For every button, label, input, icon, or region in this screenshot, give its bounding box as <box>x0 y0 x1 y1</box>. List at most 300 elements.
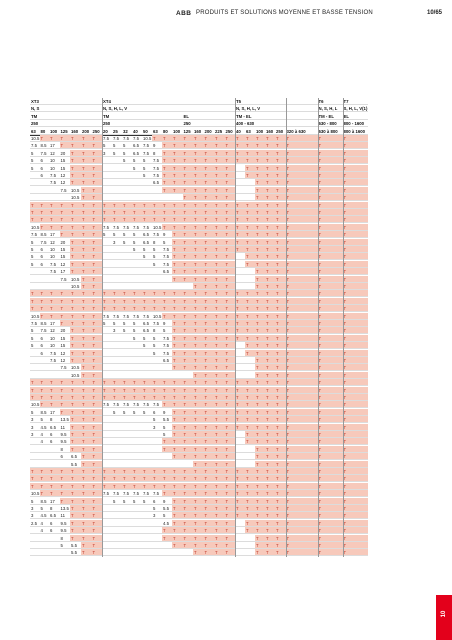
table-cell: T <box>132 290 142 297</box>
table-cell <box>235 283 245 290</box>
table-cell: T <box>225 535 236 542</box>
table-cell: T <box>92 379 103 386</box>
table-cell: T <box>214 461 225 468</box>
table-cell: T <box>286 542 318 549</box>
table-cell: T <box>193 424 204 431</box>
table-cell: T <box>286 461 318 468</box>
table-cell: T <box>183 253 194 260</box>
table-cell: T <box>235 224 245 231</box>
table-cell: T <box>81 216 92 223</box>
table-cell: T <box>245 431 255 438</box>
table-cell: T <box>286 416 318 423</box>
table-cell <box>132 549 142 556</box>
table-cell: T <box>343 542 368 549</box>
table-cell: T <box>40 468 50 475</box>
table-cell: T <box>286 290 318 297</box>
column-header: 40 <box>132 128 142 135</box>
table-cell: T <box>49 209 60 216</box>
table-cell <box>132 520 142 527</box>
table-cell: T <box>286 527 318 534</box>
table-cell: T <box>70 483 81 490</box>
table-cell: T <box>245 216 255 223</box>
table-cell: T <box>255 187 265 194</box>
table-cell: T <box>275 394 286 401</box>
table-cell: T <box>193 165 204 172</box>
table-cell <box>142 446 152 453</box>
table-cell: T <box>183 194 194 201</box>
table-cell: T <box>172 342 183 349</box>
table-cell: T <box>275 261 286 268</box>
table-cell: T <box>343 298 368 305</box>
table-cell: T <box>265 350 275 357</box>
column-separator <box>318 98 319 557</box>
table-cell: T <box>172 172 183 179</box>
table-cell: T <box>265 535 275 542</box>
table-cell: T <box>255 542 265 549</box>
table-cell: 6.5 <box>162 268 172 275</box>
table-cell: T <box>265 142 275 149</box>
table-cell: T <box>162 313 172 320</box>
table-cell <box>122 179 132 186</box>
table-cell: T <box>183 512 194 519</box>
table-cell: T <box>255 239 265 246</box>
table-cell: T <box>193 202 204 209</box>
table-cell: T <box>60 475 71 482</box>
table-cell: T <box>92 512 103 519</box>
table-cell: T <box>286 424 318 431</box>
table-cell: T <box>286 401 318 408</box>
table-cell: 10.5 <box>71 284 80 289</box>
table-cell <box>40 453 50 460</box>
table-cell: T <box>318 246 343 253</box>
table-cell: 6.5 <box>70 453 81 460</box>
table-cell <box>245 542 255 549</box>
table-cell <box>235 165 245 172</box>
table-cell: T <box>255 438 265 445</box>
table-cell: 10 <box>49 246 60 253</box>
table-cell <box>112 335 122 342</box>
table-cell <box>152 364 162 371</box>
table-cell: T <box>193 320 204 327</box>
table-cell: T <box>193 542 204 549</box>
table-cell: T <box>60 209 71 216</box>
table-cell: 3 <box>112 327 122 334</box>
table-cell: 3 <box>30 416 40 423</box>
table-cell: T <box>81 475 92 482</box>
column-header: 100 <box>172 128 183 135</box>
table-cell: 7.5 <box>152 231 162 238</box>
table-cell: 9 <box>162 231 172 238</box>
table-cell: T <box>343 261 368 268</box>
table-cell: 6.5 <box>142 239 152 246</box>
table-cell <box>245 535 255 542</box>
table-cell: 7.5 <box>162 246 172 253</box>
table-cell: T <box>132 483 142 490</box>
table-cell <box>183 372 194 379</box>
table-cell: 3 <box>30 431 40 438</box>
table-cell: T <box>102 483 112 490</box>
table-cell: T <box>225 505 236 512</box>
table-cell <box>30 357 40 364</box>
table-cell <box>152 357 162 364</box>
table-cell: 5 <box>132 239 142 246</box>
table-cell: T <box>172 187 183 194</box>
table-cell: T <box>193 172 204 179</box>
table-cell: T <box>112 483 122 490</box>
table-cell: T <box>214 549 225 556</box>
table-cell: T <box>162 446 172 453</box>
table-cell: 15 <box>60 246 71 253</box>
table-cell: T <box>214 268 225 275</box>
table-cell: T <box>162 490 172 497</box>
table-cell <box>30 172 40 179</box>
table-cell: T <box>172 150 183 157</box>
table-cell <box>142 357 152 364</box>
table-cell: T <box>265 468 275 475</box>
table-cell <box>162 549 172 556</box>
table-cell: T <box>245 246 255 253</box>
table-cell: T <box>275 520 286 527</box>
table-cell: T <box>235 209 245 216</box>
table-cell: T <box>162 202 172 209</box>
table-cell <box>142 512 152 519</box>
table-cell: T <box>81 364 92 371</box>
table-cell: T <box>265 475 275 482</box>
table-cell: T <box>112 387 122 394</box>
table-cell: T <box>255 453 265 460</box>
table-cell: T <box>183 498 194 505</box>
table-cell <box>132 431 142 438</box>
table-cell: T <box>245 401 255 408</box>
table-cell: T <box>286 446 318 453</box>
column-header: 320 à 630 <box>286 128 318 135</box>
table-cell: T <box>318 350 343 357</box>
table-cell: T <box>183 165 194 172</box>
group-frame-el: 250 <box>183 120 204 127</box>
table-cell: 7.5 <box>122 490 132 497</box>
table-cell: T <box>92 520 103 527</box>
table-cell: T <box>92 209 103 216</box>
table-cell <box>102 187 112 194</box>
table-cell: T <box>255 379 265 386</box>
table-cell: T <box>255 150 265 157</box>
table-cell: T <box>172 298 183 305</box>
table-cell <box>235 253 245 260</box>
table-cell: T <box>122 483 132 490</box>
table-cell: T <box>49 313 60 320</box>
table-cell: T <box>30 468 40 475</box>
table-cell <box>172 461 183 468</box>
table-cell: T <box>193 431 204 438</box>
table-cell: T <box>225 268 236 275</box>
table-cell: 5 <box>122 150 132 157</box>
table-cell <box>132 283 142 290</box>
table-cell: T <box>81 468 92 475</box>
table-cell: T <box>255 409 265 416</box>
table-cell: T <box>343 335 368 342</box>
table-cell: T <box>286 135 318 142</box>
table-cell: T <box>30 394 40 401</box>
table-cell: T <box>193 209 204 216</box>
table-cell: T <box>318 305 343 312</box>
table-cell: T <box>193 527 204 534</box>
table-cell: T <box>343 194 368 201</box>
table-cell <box>122 424 132 431</box>
table-cell <box>102 364 112 371</box>
table-cell <box>112 179 122 186</box>
table-cell: T <box>70 268 81 275</box>
table-cell <box>30 268 40 275</box>
table-cell: 10.5 <box>31 402 40 408</box>
table-cell: T <box>255 498 265 505</box>
table-cell: T <box>225 209 236 216</box>
table-cell: T <box>286 535 318 542</box>
table-cell: T <box>265 216 275 223</box>
table-cell: 7.5 <box>122 313 132 320</box>
table-cell: T <box>235 305 245 312</box>
table-cell: T <box>172 253 183 260</box>
table-cell: T <box>204 261 215 268</box>
table-cell: T <box>265 313 275 320</box>
table-cell: T <box>204 446 215 453</box>
table-cell: T <box>204 253 215 260</box>
table-cell: T <box>343 409 368 416</box>
column-header: 160 <box>70 128 81 135</box>
table-cell: T <box>183 387 194 394</box>
table-cell: T <box>265 283 275 290</box>
table-cell: T <box>255 261 265 268</box>
table-cell <box>142 438 152 445</box>
table-cell: T <box>225 135 236 142</box>
table-cell: T <box>343 431 368 438</box>
table-cell: T <box>214 424 225 431</box>
table-cell: T <box>214 283 225 290</box>
table-cell: T <box>152 202 162 209</box>
table-cell: T <box>286 438 318 445</box>
table-cell: T <box>193 483 204 490</box>
table-cell: T <box>214 438 225 445</box>
column-header: 200 <box>204 128 215 135</box>
table-cell: T <box>183 320 194 327</box>
table-cell: T <box>172 179 183 186</box>
table-cell: T <box>265 157 275 164</box>
table-cell: T <box>204 409 215 416</box>
table-cell: T <box>204 416 215 423</box>
table-cell: T <box>112 475 122 482</box>
table-cell: T <box>225 298 236 305</box>
table-cell: T <box>60 320 71 327</box>
table-cell: T <box>152 216 162 223</box>
table-cell: T <box>122 209 132 216</box>
table-cell: T <box>225 246 236 253</box>
table-cell: T <box>275 446 286 453</box>
table-cell: T <box>92 202 103 209</box>
table-cell: T <box>193 379 204 386</box>
table-cell <box>102 446 112 453</box>
table-cell: 12 <box>60 261 71 268</box>
table-cell: T <box>245 305 255 312</box>
table-cell: T <box>204 401 215 408</box>
table-cell <box>235 187 245 194</box>
table-cell: T <box>286 261 318 268</box>
table-cell: T <box>132 216 142 223</box>
table-cell: T <box>92 313 103 320</box>
table-cell: T <box>142 394 152 401</box>
table-cell: 9 <box>162 320 172 327</box>
table-cell: T <box>81 335 92 342</box>
table-cell: T <box>122 298 132 305</box>
table-cell <box>152 283 162 290</box>
table-cell: T <box>214 520 225 527</box>
table-cell: T <box>225 424 236 431</box>
column-header: 250 <box>225 128 236 135</box>
table-cell: T <box>245 224 255 231</box>
table-cell: T <box>343 394 368 401</box>
table-cell: T <box>70 216 81 223</box>
table-cell: T <box>60 468 71 475</box>
table-cell: T <box>92 135 103 142</box>
table-cell: T <box>343 475 368 482</box>
table-cell: T <box>183 394 194 401</box>
table-cell: 5 <box>122 231 132 238</box>
table-cell: T <box>214 231 225 238</box>
table-cell: 17 <box>49 142 60 149</box>
table-cell: T <box>318 231 343 238</box>
table-cell: T <box>275 505 286 512</box>
table-cell: T <box>343 216 368 223</box>
table-cell: T <box>81 438 92 445</box>
table-cell: T <box>275 424 286 431</box>
table-cell: T <box>132 468 142 475</box>
table-cell: T <box>286 157 318 164</box>
table-cell: T <box>172 290 183 297</box>
column-separator <box>286 98 287 557</box>
table-cell <box>132 172 142 179</box>
table-cell: T <box>49 475 60 482</box>
table-cell: T <box>275 187 286 194</box>
table-cell <box>112 350 122 357</box>
table-cell: 7.5 <box>132 313 142 320</box>
table-cell: 6 <box>40 165 50 172</box>
table-cell <box>122 283 132 290</box>
table-cell: T <box>255 194 265 201</box>
table-cell: T <box>265 231 275 238</box>
table-cell: T <box>70 512 81 519</box>
group-release: N, S, H, L, V <box>102 105 235 112</box>
table-cell: T <box>81 202 92 209</box>
table-cell: T <box>204 549 215 556</box>
table-cell: T <box>162 527 172 534</box>
table-cell: T <box>183 305 194 312</box>
table-cell <box>132 350 142 357</box>
table-cell: T <box>214 313 225 320</box>
table-cell: T <box>193 364 204 371</box>
table-cell: T <box>193 276 204 283</box>
table-cell: T <box>49 394 60 401</box>
table-cell <box>112 527 122 534</box>
table-cell: 7.5 <box>152 490 162 497</box>
table-cell <box>40 549 50 556</box>
table-cell: T <box>214 298 225 305</box>
table-cell: T <box>193 350 204 357</box>
table-cell <box>122 461 132 468</box>
table-cell <box>122 505 132 512</box>
table-cell <box>122 542 132 549</box>
table-cell: T <box>245 490 255 497</box>
table-cell: T <box>183 535 194 542</box>
table-cell: T <box>81 135 92 142</box>
table-cell: T <box>112 216 122 223</box>
table-cell: 6 <box>60 453 71 460</box>
table-cell: 7.5 <box>30 231 40 238</box>
table-cell: T <box>102 468 112 475</box>
table-cell: T <box>122 305 132 312</box>
table-cell: 7.5 <box>112 135 122 142</box>
table-cell <box>60 461 71 468</box>
table-cell: 5 <box>132 335 142 342</box>
table-cell <box>40 276 50 283</box>
table-cell: T <box>204 305 215 312</box>
table-cell: T <box>255 157 265 164</box>
table-cell: T <box>286 335 318 342</box>
table-cell <box>235 549 245 556</box>
table-cell: T <box>92 342 103 349</box>
table-cell: T <box>255 268 265 275</box>
table-cell: T <box>132 202 142 209</box>
table-cell: T <box>255 483 265 490</box>
table-cell: T <box>214 224 225 231</box>
table-cell <box>112 549 122 556</box>
header-title: PRODUITS ET SOLUTIONS MOYENNE ET BASSE TENSION <box>196 10 373 16</box>
table-cell <box>122 364 132 371</box>
table-cell: T <box>214 542 225 549</box>
table-cell: T <box>225 372 236 379</box>
table-cell: T <box>162 157 172 164</box>
table-cell: T <box>92 335 103 342</box>
page-number: 10/65 <box>426 10 442 16</box>
table-cell: T <box>265 276 275 283</box>
table-cell: T <box>92 438 103 445</box>
table-cell: T <box>172 209 183 216</box>
table-cell: T <box>204 313 215 320</box>
table-cell: T <box>318 438 343 445</box>
table-cell: T <box>214 335 225 342</box>
table-cell: T <box>92 475 103 482</box>
table-cell: 8.5 <box>40 498 50 505</box>
table-cell: 7.5 <box>102 401 112 408</box>
table-cell: T <box>92 165 103 172</box>
table-cell: T <box>162 483 172 490</box>
table-cell: T <box>193 290 204 297</box>
table-cell: T <box>70 290 81 297</box>
table-cell: T <box>193 505 204 512</box>
table-cell: 9.5 <box>60 527 71 534</box>
table-cell: 5 <box>162 239 172 246</box>
table-cell: 5 <box>162 512 172 519</box>
table-cell: T <box>318 276 343 283</box>
table-cell: T <box>81 327 92 334</box>
table-cell: T <box>132 475 142 482</box>
table-cell: T <box>225 387 236 394</box>
table-cell <box>122 527 132 534</box>
table-cell: T <box>193 416 204 423</box>
table-cell: 8 <box>60 446 71 453</box>
table-cell: 5 <box>102 142 112 149</box>
table-cell <box>142 431 152 438</box>
table-cell: T <box>70 446 81 453</box>
table-cell: T <box>70 409 81 416</box>
table-cell: T <box>70 179 81 186</box>
